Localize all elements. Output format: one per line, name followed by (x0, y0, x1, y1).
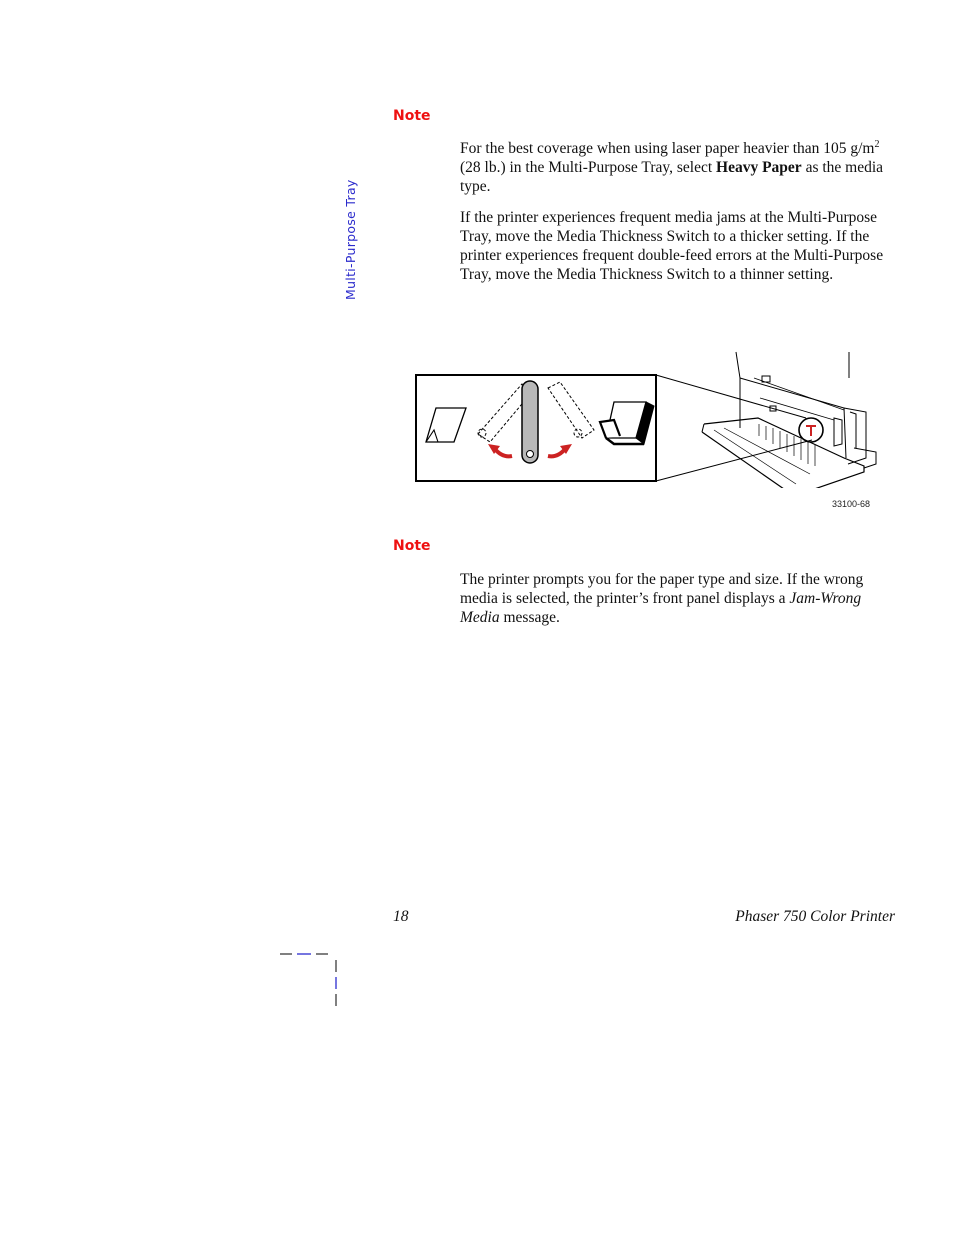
switch-illustration (414, 348, 884, 488)
media-thickness-switch-figure (414, 348, 884, 488)
printer-drawing (702, 352, 876, 488)
figure-caption: 33100-68 (832, 499, 871, 509)
nav-icon (280, 946, 340, 1010)
thickness-switch-lever (522, 381, 538, 463)
side-tab-label: Multi-Purpose Tray (343, 179, 358, 300)
note-label: Note (393, 108, 431, 124)
page-number: 18 (393, 908, 409, 925)
footer-title: Phaser 750 Color Printer (735, 908, 895, 925)
note-label-2: Note (393, 538, 431, 554)
nav-marks (280, 946, 340, 1010)
note-paragraph-wrong-media: The printer prompts you for the paper type and size. If the wrong media is selected, the printer’s front panel displays a Jam-Wrong Media message. (460, 571, 864, 626)
note-paragraph-coverage: For the best coverage when using laser paper heavier than 105 $g/m^2$ (28 lb.) in the Multi-Purpose Tray, select Heavy Paper as the media type. (460, 138, 884, 195)
note-paragraph-thickness: If the printer experiences frequent media jams at the Multi-Purpose Tray, move the Media Thickness Switch to a thicker setting. If the printer experiences frequent double-feed errors at the Multi-Purpose Tray, move the Media Thickness Switch to a thinner setting. (460, 209, 884, 283)
